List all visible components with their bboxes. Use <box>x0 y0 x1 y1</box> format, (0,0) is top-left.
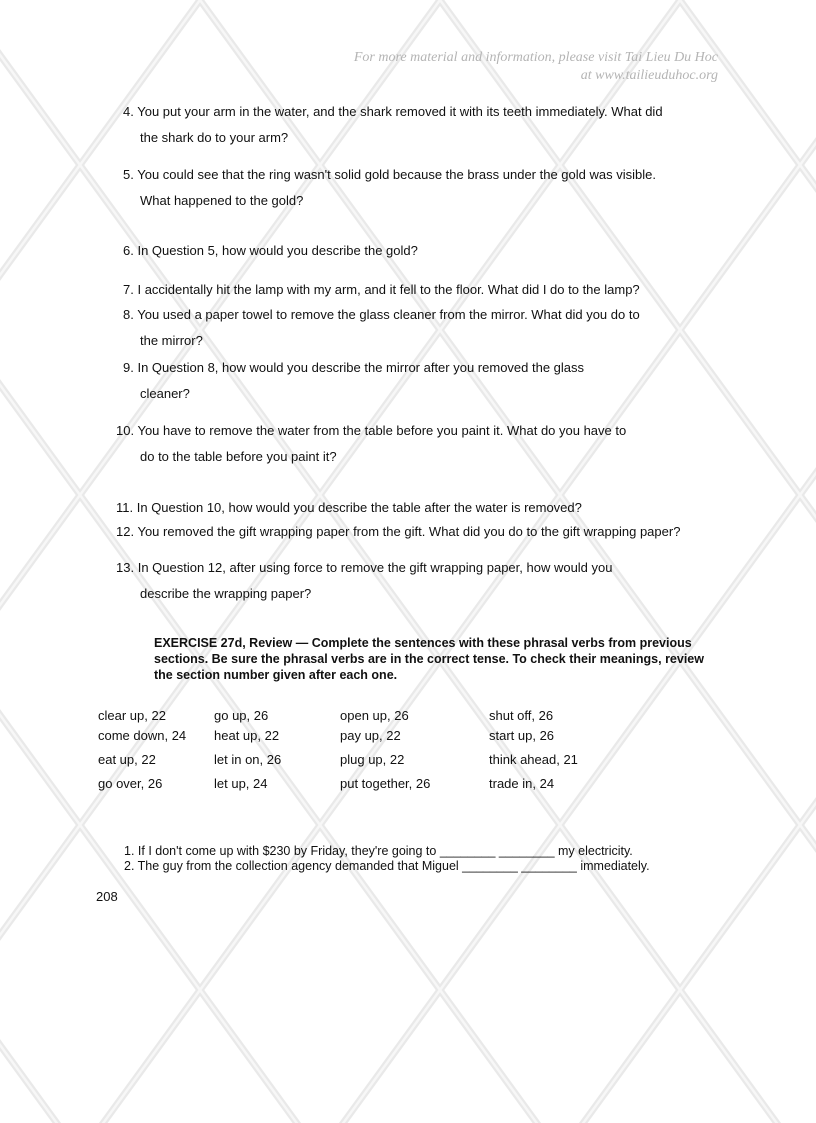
question-9 <box>123 355 584 407</box>
question-number: 4. <box>123 104 134 119</box>
question-11 <box>116 495 582 521</box>
phrasal-verb-item: start up, 26 <box>489 728 555 743</box>
phrasal-verb-item: put together, 26 <box>340 776 431 791</box>
header-note-line-1: For more material and information, please visit Tai Lieu Du Hoc <box>353 50 718 65</box>
exercise-sentence-1: 1. If I don't come up with $230 by Friday, they're going to ________ ________ my electricity. <box>124 844 633 858</box>
header-note-line-2: at www.tailieuduhoc.org <box>580 68 718 83</box>
question-number: 12. <box>116 524 135 539</box>
question-7 <box>123 277 640 303</box>
question-text: In Question 5, how would you describe the gold? <box>137 243 418 258</box>
phrasal-verb-item: trade in, 24 <box>489 776 555 791</box>
phrasal-verb-item: let up, 24 <box>214 776 268 791</box>
question-text-continued: do to the table before you paint it? <box>140 449 337 464</box>
exercise-heading: EXERCISE 27d, Review — Complete the sentences with these phrasal verbs from previous sections. Be sure the phrasal verbs are in the correct tense. To check their meanings, review the section number given after each one. <box>154 636 704 682</box>
phrasal-verb-item: shut off, 26 <box>489 708 554 723</box>
phrasal-verb-item: clear up, 22 <box>98 708 166 723</box>
phrasal-verb-item: pay up, 22 <box>340 728 401 743</box>
question-text: You have to remove the water from the table before you paint it. What do you have to <box>137 423 627 438</box>
question-number: 11. <box>116 500 134 515</box>
question-text: You could see that the ring wasn't solid gold because the brass under the gold was visible. <box>137 167 656 182</box>
phrasal-verb-item: eat up, 22 <box>98 752 156 767</box>
header-note <box>354 49 718 85</box>
question-6 <box>123 238 418 264</box>
question-number: 6. <box>123 243 134 258</box>
question-text: You used a paper towel to remove the glass cleaner from the mirror. What did you do to <box>137 307 640 322</box>
question-number: 13. <box>116 560 135 575</box>
question-number: 10. <box>116 423 135 438</box>
exercise-sentence-2: 2. The guy from the collection agency demanded that Miguel ________ ________ immediately. <box>124 859 650 873</box>
phrasal-verb-item: go up, 26 <box>214 708 269 723</box>
phrasal-verb-item: think ahead, 21 <box>489 752 578 767</box>
question-12 <box>116 519 680 545</box>
question-number: 9. <box>123 360 134 375</box>
phrasal-verb-item: go over, 26 <box>98 776 163 791</box>
question-text: In Question 10, how would you describe the table after the water is removed? <box>136 500 582 515</box>
question-text: In Question 8, how would you describe the mirror after you removed the glass <box>137 360 585 375</box>
question-text-continued: describe the wrapping paper? <box>140 586 312 601</box>
question-text-continued: the shark do to your arm? <box>140 130 289 145</box>
question-text: I accidentally hit the lamp with my arm, and it fell to the floor. What did I do to the lamp? <box>137 282 640 297</box>
question-text-continued: What happened to the gold? <box>140 193 304 208</box>
question-text: You removed the gift wrapping paper from the gift. What did you do to the gift wrapping paper? <box>137 524 681 539</box>
question-4 <box>123 99 663 151</box>
page-number: 208 <box>96 889 118 904</box>
question-8 <box>123 302 640 354</box>
question-number: 7. <box>123 282 134 297</box>
phrasal-verb-item: open up, 26 <box>340 708 409 723</box>
question-text-continued: the mirror? <box>140 333 203 348</box>
phrasal-verb-item: heat up, 22 <box>214 728 280 743</box>
question-10 <box>116 418 626 470</box>
question-text: In Question 12, after using force to remove the gift wrapping paper, how would you <box>137 560 613 575</box>
question-13 <box>116 555 612 607</box>
phrasal-verb-item: come down, 24 <box>98 728 187 743</box>
question-5 <box>123 162 656 214</box>
phrasal-verb-item: plug up, 22 <box>340 752 405 767</box>
question-text-continued: cleaner? <box>140 386 190 401</box>
phrasal-verb-item: let in on, 26 <box>214 752 282 767</box>
question-text: You put your arm in the water, and the shark removed it with its teeth immediately. What did <box>137 104 663 119</box>
question-number: 8. <box>123 307 134 322</box>
question-number: 5. <box>123 167 134 182</box>
